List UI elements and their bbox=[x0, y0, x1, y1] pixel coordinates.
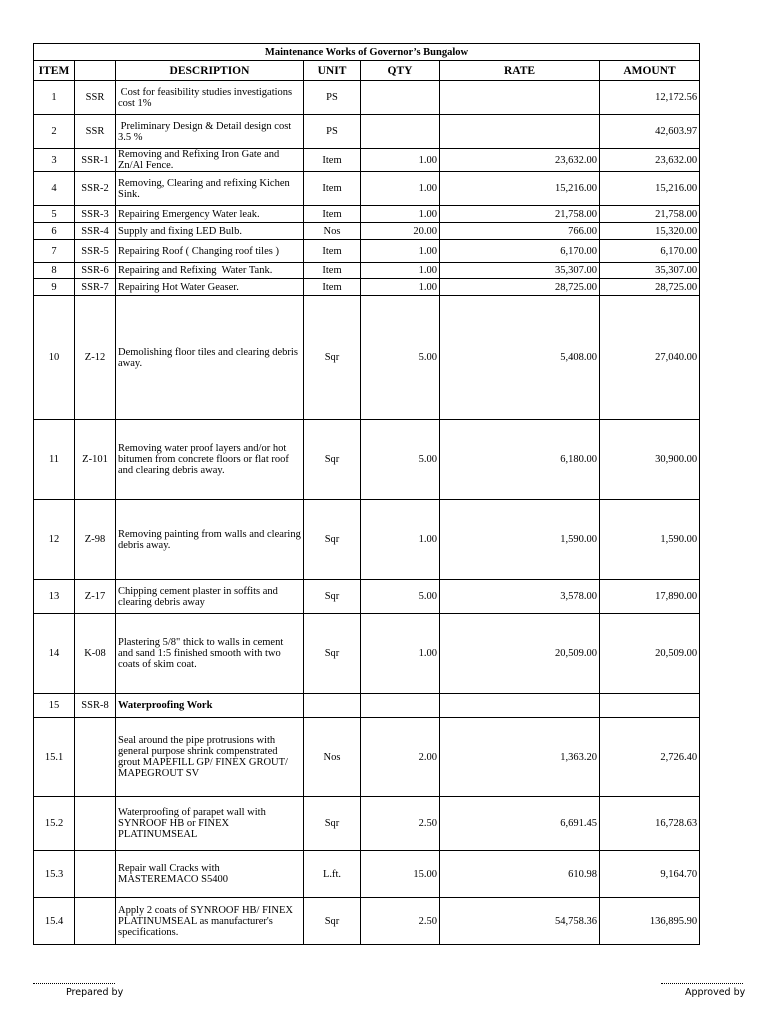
rate-cell: 5,408.00 bbox=[440, 296, 600, 420]
code-cell: SSR-1 bbox=[75, 149, 116, 172]
qty-cell: 1.00 bbox=[361, 279, 440, 296]
item-cell: 15 bbox=[34, 694, 75, 718]
amount-cell: 136,895.90 bbox=[600, 898, 700, 945]
code-cell: Z-101 bbox=[75, 420, 116, 500]
table-row bbox=[34, 172, 700, 206]
amount-cell: 42,603.97 bbox=[600, 115, 700, 149]
qty-cell: 2.00 bbox=[361, 718, 440, 797]
rate-cell: 54,758.36 bbox=[440, 898, 600, 945]
unit-cell: L.ft. bbox=[304, 851, 361, 898]
code-cell: Z-17 bbox=[75, 580, 116, 614]
amount-cell: 16,728.63 bbox=[600, 797, 700, 851]
rate-cell: 1,590.00 bbox=[440, 500, 600, 580]
amount-cell: 15,216.00 bbox=[600, 172, 700, 206]
code-cell: SSR-2 bbox=[75, 172, 116, 206]
rate-cell: 6,180.00 bbox=[440, 420, 600, 500]
qty-cell: 1.00 bbox=[361, 149, 440, 172]
amount-cell: 6,170.00 bbox=[600, 240, 700, 263]
unit-cell: Item bbox=[304, 240, 361, 263]
rate-cell: 3,578.00 bbox=[440, 580, 600, 614]
qty-cell bbox=[361, 81, 440, 115]
rate-cell: 610.98 bbox=[440, 851, 600, 898]
description-cell: Waterproofing of parapet wall with SYNROOF HB or FINEX PLATINUMSEAL bbox=[116, 797, 304, 851]
amount-cell: 30,900.00 bbox=[600, 420, 700, 500]
item-cell: 3 bbox=[34, 149, 75, 172]
code-cell: SSR-5 bbox=[75, 240, 116, 263]
table-row bbox=[34, 149, 700, 172]
header-rate: RATE bbox=[440, 61, 600, 81]
item-cell: 9 bbox=[34, 279, 75, 296]
item-cell: 7 bbox=[34, 240, 75, 263]
item-cell: 15.4 bbox=[34, 898, 75, 945]
item-cell: 14 bbox=[34, 614, 75, 694]
code-cell: SSR bbox=[75, 115, 116, 149]
unit-cell: Item bbox=[304, 263, 361, 279]
qty-cell: 1.00 bbox=[361, 263, 440, 279]
qty-cell bbox=[361, 694, 440, 718]
table-row bbox=[34, 718, 700, 797]
qty-cell bbox=[361, 115, 440, 149]
description-cell: Plastering 5/8" thick to walls in cement and sand 1:5 finished smooth with two coats of skim coat. bbox=[116, 614, 304, 694]
table-row bbox=[34, 580, 700, 614]
code-cell: SSR-7 bbox=[75, 279, 116, 296]
description-cell: Repairing Roof ( Changing roof tiles ) bbox=[116, 240, 304, 263]
qty-cell: 1.00 bbox=[361, 614, 440, 694]
header-amount: AMOUNT bbox=[600, 61, 700, 81]
description-cell: Cost for feasibility studies investigations cost 1% bbox=[116, 81, 304, 115]
item-cell: 5 bbox=[34, 206, 75, 223]
item-cell: 2 bbox=[34, 115, 75, 149]
rate-cell: 6,691.45 bbox=[440, 797, 600, 851]
rate-cell bbox=[440, 694, 600, 718]
unit-cell: Sqr bbox=[304, 500, 361, 580]
rate-cell: 21,758.00 bbox=[440, 206, 600, 223]
code-cell bbox=[75, 797, 116, 851]
qty-cell: 2.50 bbox=[361, 898, 440, 945]
item-cell: 12 bbox=[34, 500, 75, 580]
item-cell: 1 bbox=[34, 81, 75, 115]
prepared-by-label: Prepared by bbox=[66, 987, 124, 998]
amount-cell: 35,307.00 bbox=[600, 263, 700, 279]
amount-cell: 20,509.00 bbox=[600, 614, 700, 694]
header-description: DESCRIPTION bbox=[116, 61, 304, 81]
amount-cell: 1,590.00 bbox=[600, 500, 700, 580]
code-cell: Z-98 bbox=[75, 500, 116, 580]
description-cell: Chipping cement plaster in soffits and clearing debris away bbox=[116, 580, 304, 614]
qty-cell: 1.00 bbox=[361, 240, 440, 263]
table-row bbox=[34, 797, 700, 851]
table-row bbox=[34, 206, 700, 223]
code-cell: SSR-8 bbox=[75, 694, 116, 718]
description-cell: Removing painting from walls and clearing debris away. bbox=[116, 500, 304, 580]
unit-cell: Sqr bbox=[304, 420, 361, 500]
description-cell: Removing, Clearing and refixing Kichen Sink. bbox=[116, 172, 304, 206]
item-cell: 8 bbox=[34, 263, 75, 279]
code-cell: SSR-3 bbox=[75, 206, 116, 223]
header-qty: QTY bbox=[361, 61, 440, 81]
unit-cell: Item bbox=[304, 149, 361, 172]
item-cell: 6 bbox=[34, 223, 75, 240]
code-cell: SSR bbox=[75, 81, 116, 115]
unit-cell: Sqr bbox=[304, 614, 361, 694]
qty-cell: 20.00 bbox=[361, 223, 440, 240]
table-row bbox=[34, 296, 700, 420]
qty-cell: 1.00 bbox=[361, 500, 440, 580]
amount-cell: 17,890.00 bbox=[600, 580, 700, 614]
code-cell: K-08 bbox=[75, 614, 116, 694]
header-item: ITEM bbox=[34, 61, 75, 81]
unit-cell: Item bbox=[304, 172, 361, 206]
description-cell: Demolishing floor tiles and clearing debris away. bbox=[116, 296, 304, 420]
header-unit: UNIT bbox=[304, 61, 361, 81]
description-cell: Repairing and Refixing Water Tank. bbox=[116, 263, 304, 279]
table-row bbox=[34, 81, 700, 115]
qty-cell: 1.00 bbox=[361, 172, 440, 206]
rate-cell: 28,725.00 bbox=[440, 279, 600, 296]
table-row bbox=[34, 279, 700, 296]
rate-cell: 766.00 bbox=[440, 223, 600, 240]
code-cell: Z-12 bbox=[75, 296, 116, 420]
item-cell: 13 bbox=[34, 580, 75, 614]
code-cell bbox=[75, 898, 116, 945]
amount-cell: 27,040.00 bbox=[600, 296, 700, 420]
code-cell bbox=[75, 851, 116, 898]
amount-cell: 9,164.70 bbox=[600, 851, 700, 898]
item-cell: 15.3 bbox=[34, 851, 75, 898]
item-cell: 15.2 bbox=[34, 797, 75, 851]
amount-cell: 15,320.00 bbox=[600, 223, 700, 240]
item-cell: 4 bbox=[34, 172, 75, 206]
unit-cell: Sqr bbox=[304, 898, 361, 945]
table-row bbox=[34, 500, 700, 580]
amount-cell: 12,172.56 bbox=[600, 81, 700, 115]
sheet-title: Maintenance Works of Governor’s Bungalow bbox=[34, 44, 700, 61]
unit-cell bbox=[304, 694, 361, 718]
title-row bbox=[34, 44, 700, 61]
table-row bbox=[34, 420, 700, 500]
qty-cell: 2.50 bbox=[361, 797, 440, 851]
table-row bbox=[34, 898, 700, 945]
rate-cell: 6,170.00 bbox=[440, 240, 600, 263]
amount-cell: 28,725.00 bbox=[600, 279, 700, 296]
qty-cell: 5.00 bbox=[361, 296, 440, 420]
table-row bbox=[34, 851, 700, 898]
unit-cell: Item bbox=[304, 279, 361, 296]
qty-cell: 15.00 bbox=[361, 851, 440, 898]
rate-cell: 35,307.00 bbox=[440, 263, 600, 279]
table-row bbox=[34, 694, 700, 718]
qty-cell: 5.00 bbox=[361, 420, 440, 500]
table-row bbox=[34, 115, 700, 149]
amount-cell: 2,726.40 bbox=[600, 718, 700, 797]
description-cell: Apply 2 coats of SYNROOF HB/ FINEX PLATINUMSEAL as manufacturer's specifications. bbox=[116, 898, 304, 945]
unit-cell: Nos bbox=[304, 223, 361, 240]
amount-cell: 23,632.00 bbox=[600, 149, 700, 172]
rate-cell bbox=[440, 81, 600, 115]
estimate-table bbox=[33, 43, 700, 945]
description-cell: Waterproofing Work bbox=[116, 694, 304, 718]
description-cell: Repairing Hot Water Geaser. bbox=[116, 279, 304, 296]
description-cell: Removing water proof layers and/or hot bitumen from concrete floors or flat roof and clearing debris away. bbox=[116, 420, 304, 500]
table-row bbox=[34, 223, 700, 240]
unit-cell: PS bbox=[304, 81, 361, 115]
description-cell: Repairing Emergency Water leak. bbox=[116, 206, 304, 223]
description-cell: Supply and fixing LED Bulb. bbox=[116, 223, 304, 240]
description-cell: Removing and Refixing Iron Gate and Zn/Al Fence. bbox=[116, 149, 304, 172]
description-cell: Repair wall Cracks with MASTEREMACO S5400 bbox=[116, 851, 304, 898]
unit-cell: Sqr bbox=[304, 580, 361, 614]
rate-cell: 15,216.00 bbox=[440, 172, 600, 206]
description-cell: Preliminary Design & Detail design cost 3.5 % bbox=[116, 115, 304, 149]
table-row bbox=[34, 263, 700, 279]
table-row bbox=[34, 614, 700, 694]
code-cell: SSR-6 bbox=[75, 263, 116, 279]
unit-cell: Item bbox=[304, 206, 361, 223]
item-cell: 10 bbox=[34, 296, 75, 420]
amount-cell: 21,758.00 bbox=[600, 206, 700, 223]
table-body bbox=[34, 81, 700, 945]
unit-cell: Sqr bbox=[304, 797, 361, 851]
table-row bbox=[34, 240, 700, 263]
approved-by-label: Approved by bbox=[685, 987, 746, 998]
approved-by-signature-line bbox=[661, 983, 743, 984]
qty-cell: 1.00 bbox=[361, 206, 440, 223]
unit-cell: Sqr bbox=[304, 296, 361, 420]
amount-cell bbox=[600, 694, 700, 718]
rate-cell: 20,509.00 bbox=[440, 614, 600, 694]
header-row bbox=[34, 61, 700, 81]
code-cell bbox=[75, 718, 116, 797]
header-code bbox=[75, 61, 116, 81]
item-cell: 15.1 bbox=[34, 718, 75, 797]
rate-cell: 23,632.00 bbox=[440, 149, 600, 172]
description-cell: Seal around the pipe protrusions with general purpose shrink compenstrated grout MAPEFILL GP/ FINEX GROUT/ MAPEGROUT SV bbox=[116, 718, 304, 797]
rate-cell bbox=[440, 115, 600, 149]
code-cell: SSR-4 bbox=[75, 223, 116, 240]
unit-cell: Nos bbox=[304, 718, 361, 797]
item-cell: 11 bbox=[34, 420, 75, 500]
qty-cell: 5.00 bbox=[361, 580, 440, 614]
rate-cell: 1,363.20 bbox=[440, 718, 600, 797]
unit-cell: PS bbox=[304, 115, 361, 149]
prepared-by-signature-line bbox=[33, 983, 115, 984]
